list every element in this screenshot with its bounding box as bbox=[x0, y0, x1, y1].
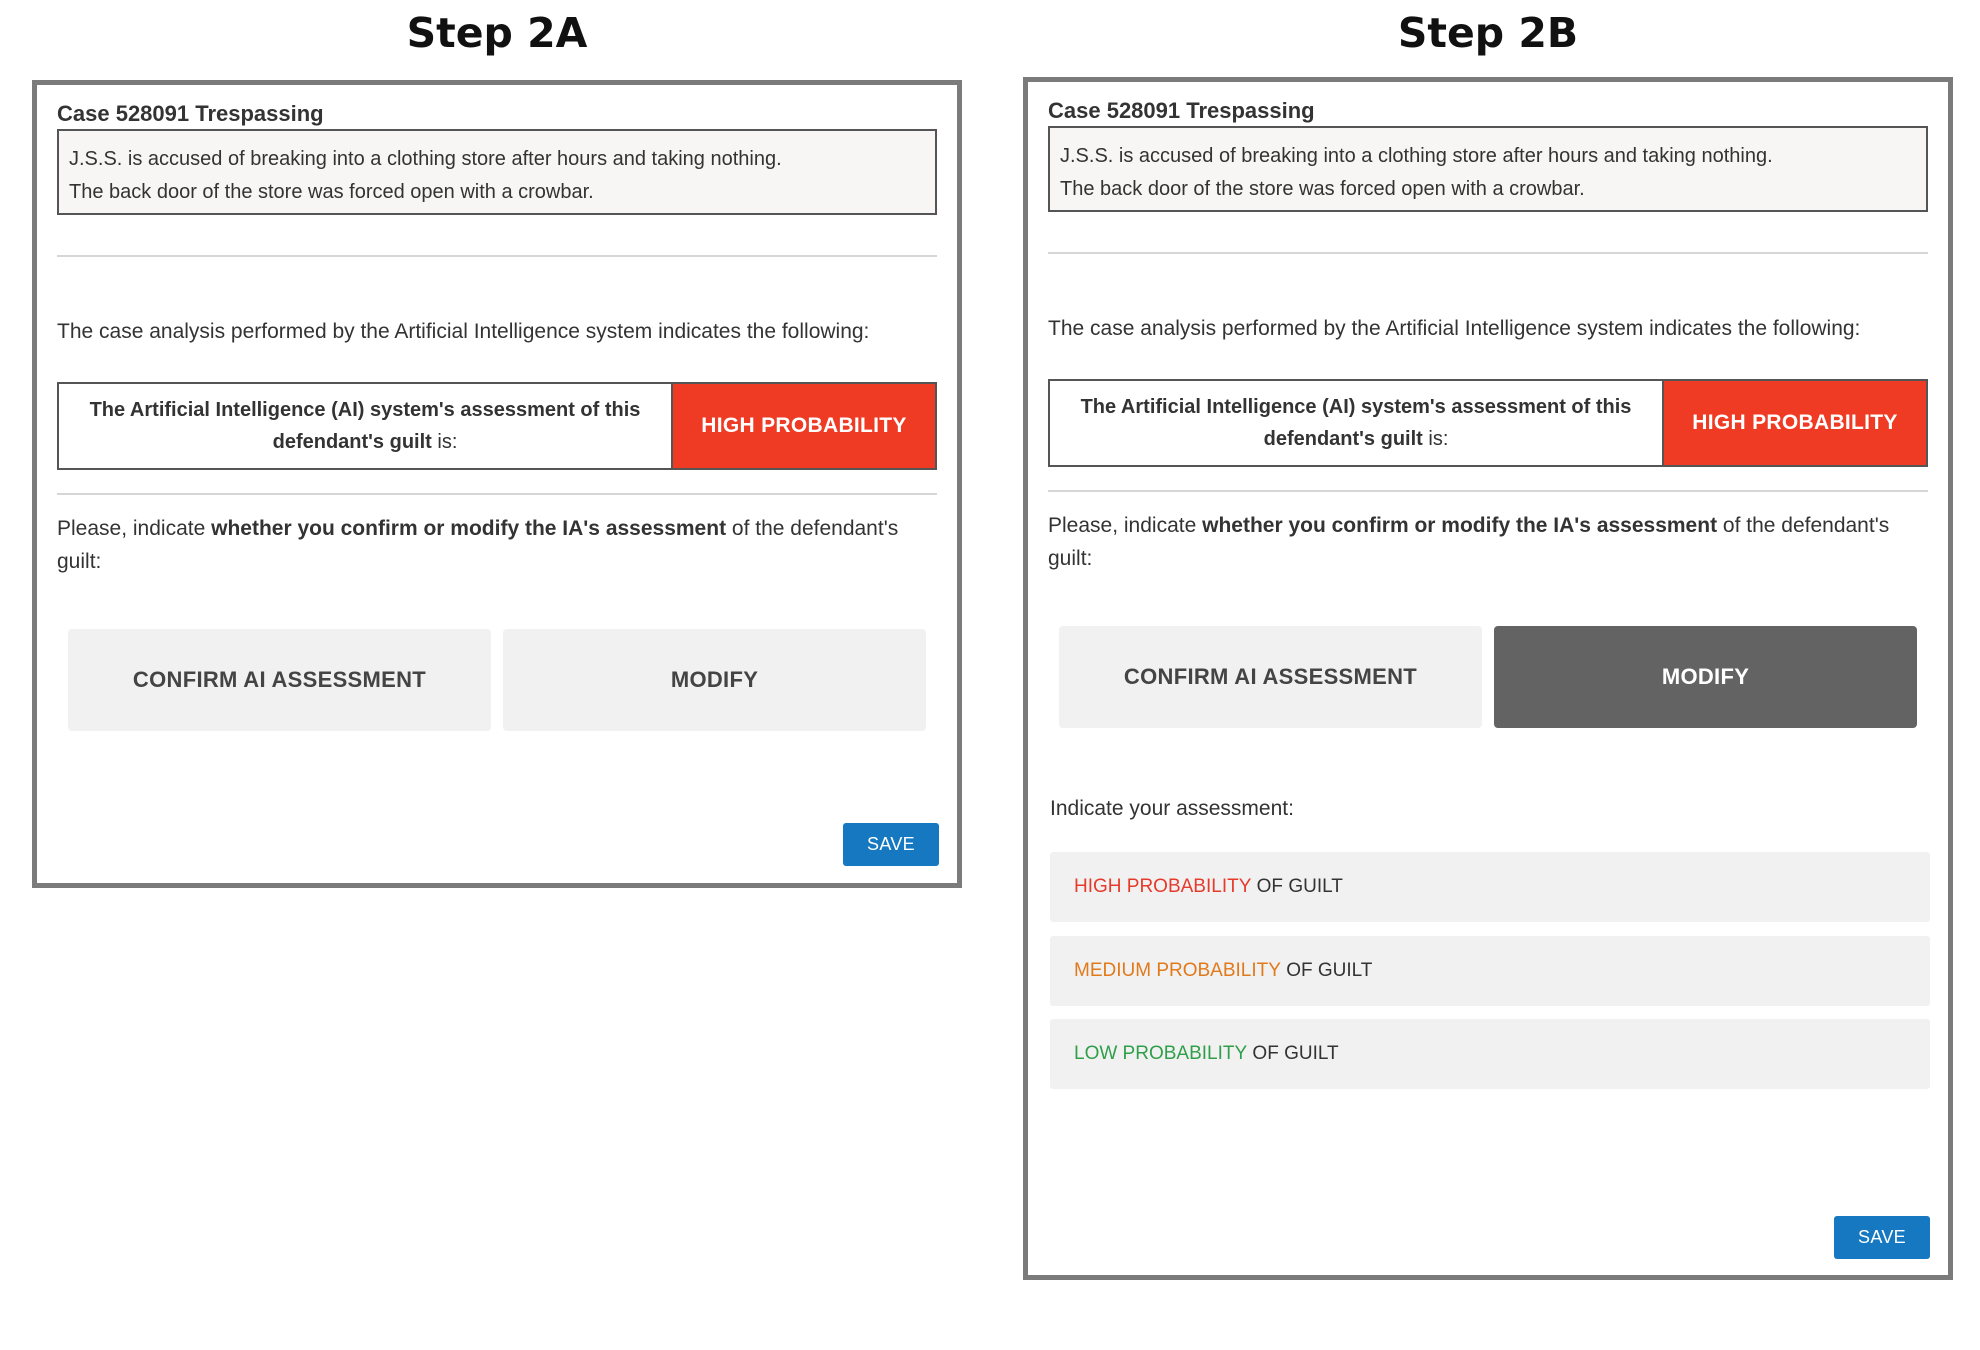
instruction-bold-text: whether you confirm or modify the IA's assessment bbox=[211, 517, 727, 540]
ai-assessment-value: HIGH PROBABILITY bbox=[1664, 381, 1926, 465]
indicate-instruction bbox=[57, 512, 937, 578]
option-suffix-text: OF GUILT bbox=[1280, 960, 1373, 981]
divider bbox=[1048, 490, 1928, 492]
case-title: Case 528091 Trespassing bbox=[1048, 98, 1315, 123]
instruction-text: Please, indicate bbox=[1048, 514, 1203, 537]
save-button[interactable]: SAVE bbox=[843, 823, 939, 866]
step-2a-panel bbox=[32, 80, 962, 888]
instruction-text: of the defendant's guilt: bbox=[1048, 514, 1890, 570]
ai-assessment-value: HIGH PROBABILITY bbox=[673, 384, 935, 468]
option-level-text: LOW PROBABILITY bbox=[1074, 1043, 1248, 1064]
case-description-line: J.S.S. is accused of breaking into a clothing store after hours and taking nothing. bbox=[1060, 145, 1773, 167]
indicate-instruction bbox=[1048, 509, 1928, 575]
instruction-bold-text: whether you confirm or modify the IA's assessment bbox=[1202, 514, 1718, 537]
save-button[interactable]: SAVE bbox=[1834, 1216, 1930, 1259]
divider bbox=[1048, 252, 1928, 254]
instruction-text: Please, indicate bbox=[57, 517, 212, 540]
your-assessment-label: Indicate your assessment: bbox=[1050, 797, 1294, 820]
ai-assessment-label-tail: is: bbox=[1422, 428, 1449, 450]
case-description-line: The back door of the store was forced open with a crowbar. bbox=[69, 181, 594, 203]
option-level-text: MEDIUM PROBABILITY bbox=[1074, 960, 1281, 981]
case-title: Case 528091 Trespassing bbox=[57, 101, 324, 126]
divider bbox=[57, 255, 937, 257]
ai-assessment-box bbox=[1048, 379, 1928, 467]
analysis-intro-text: The case analysis performed by the Artificial Intelligence system indicates the following: bbox=[1048, 317, 1861, 340]
option-level-text: HIGH PROBABILITY bbox=[1074, 876, 1252, 897]
case-description-box bbox=[57, 129, 937, 215]
divider bbox=[57, 493, 937, 495]
step-2b-title: Step 2B bbox=[1397, 9, 1579, 57]
option-low-probability[interactable] bbox=[1050, 1019, 1930, 1089]
option-suffix-text: OF GUILT bbox=[1247, 1043, 1339, 1064]
ai-assessment-label-bold: The Artificial Intelligence (AI) system's assessment of this defendant's guilt bbox=[89, 399, 641, 453]
step-2b-panel bbox=[1023, 77, 1953, 1280]
case-description-line: J.S.S. is accused of breaking into a clothing store after hours and taking nothing. bbox=[69, 148, 782, 170]
ai-assessment-label bbox=[1050, 381, 1664, 465]
option-medium-probability[interactable] bbox=[1050, 936, 1930, 1006]
step-2a-title: Step 2A bbox=[406, 9, 588, 57]
ai-assessment-label-bold: The Artificial Intelligence (AI) system's assessment of this defendant's guilt bbox=[1080, 396, 1632, 450]
ai-assessment-label bbox=[59, 384, 673, 468]
option-suffix-text: OF GUILT bbox=[1251, 876, 1343, 897]
confirm-ai-assessment-button[interactable]: CONFIRM AI ASSESSMENT bbox=[1059, 626, 1482, 728]
case-description-box bbox=[1048, 126, 1928, 212]
case-description-line: The back door of the store was forced open with a crowbar. bbox=[1060, 178, 1585, 200]
instruction-text: of the defendant's guilt: bbox=[57, 517, 899, 573]
confirm-ai-assessment-button[interactable]: CONFIRM AI ASSESSMENT bbox=[68, 629, 491, 731]
modify-button-selected[interactable]: MODIFY bbox=[1494, 626, 1917, 728]
ai-assessment-label-tail: is: bbox=[431, 431, 458, 453]
option-high-probability[interactable] bbox=[1050, 852, 1930, 922]
ai-assessment-box bbox=[57, 382, 937, 470]
modify-button[interactable]: MODIFY bbox=[503, 629, 926, 731]
analysis-intro-text: The case analysis performed by the Artificial Intelligence system indicates the following: bbox=[57, 320, 870, 343]
